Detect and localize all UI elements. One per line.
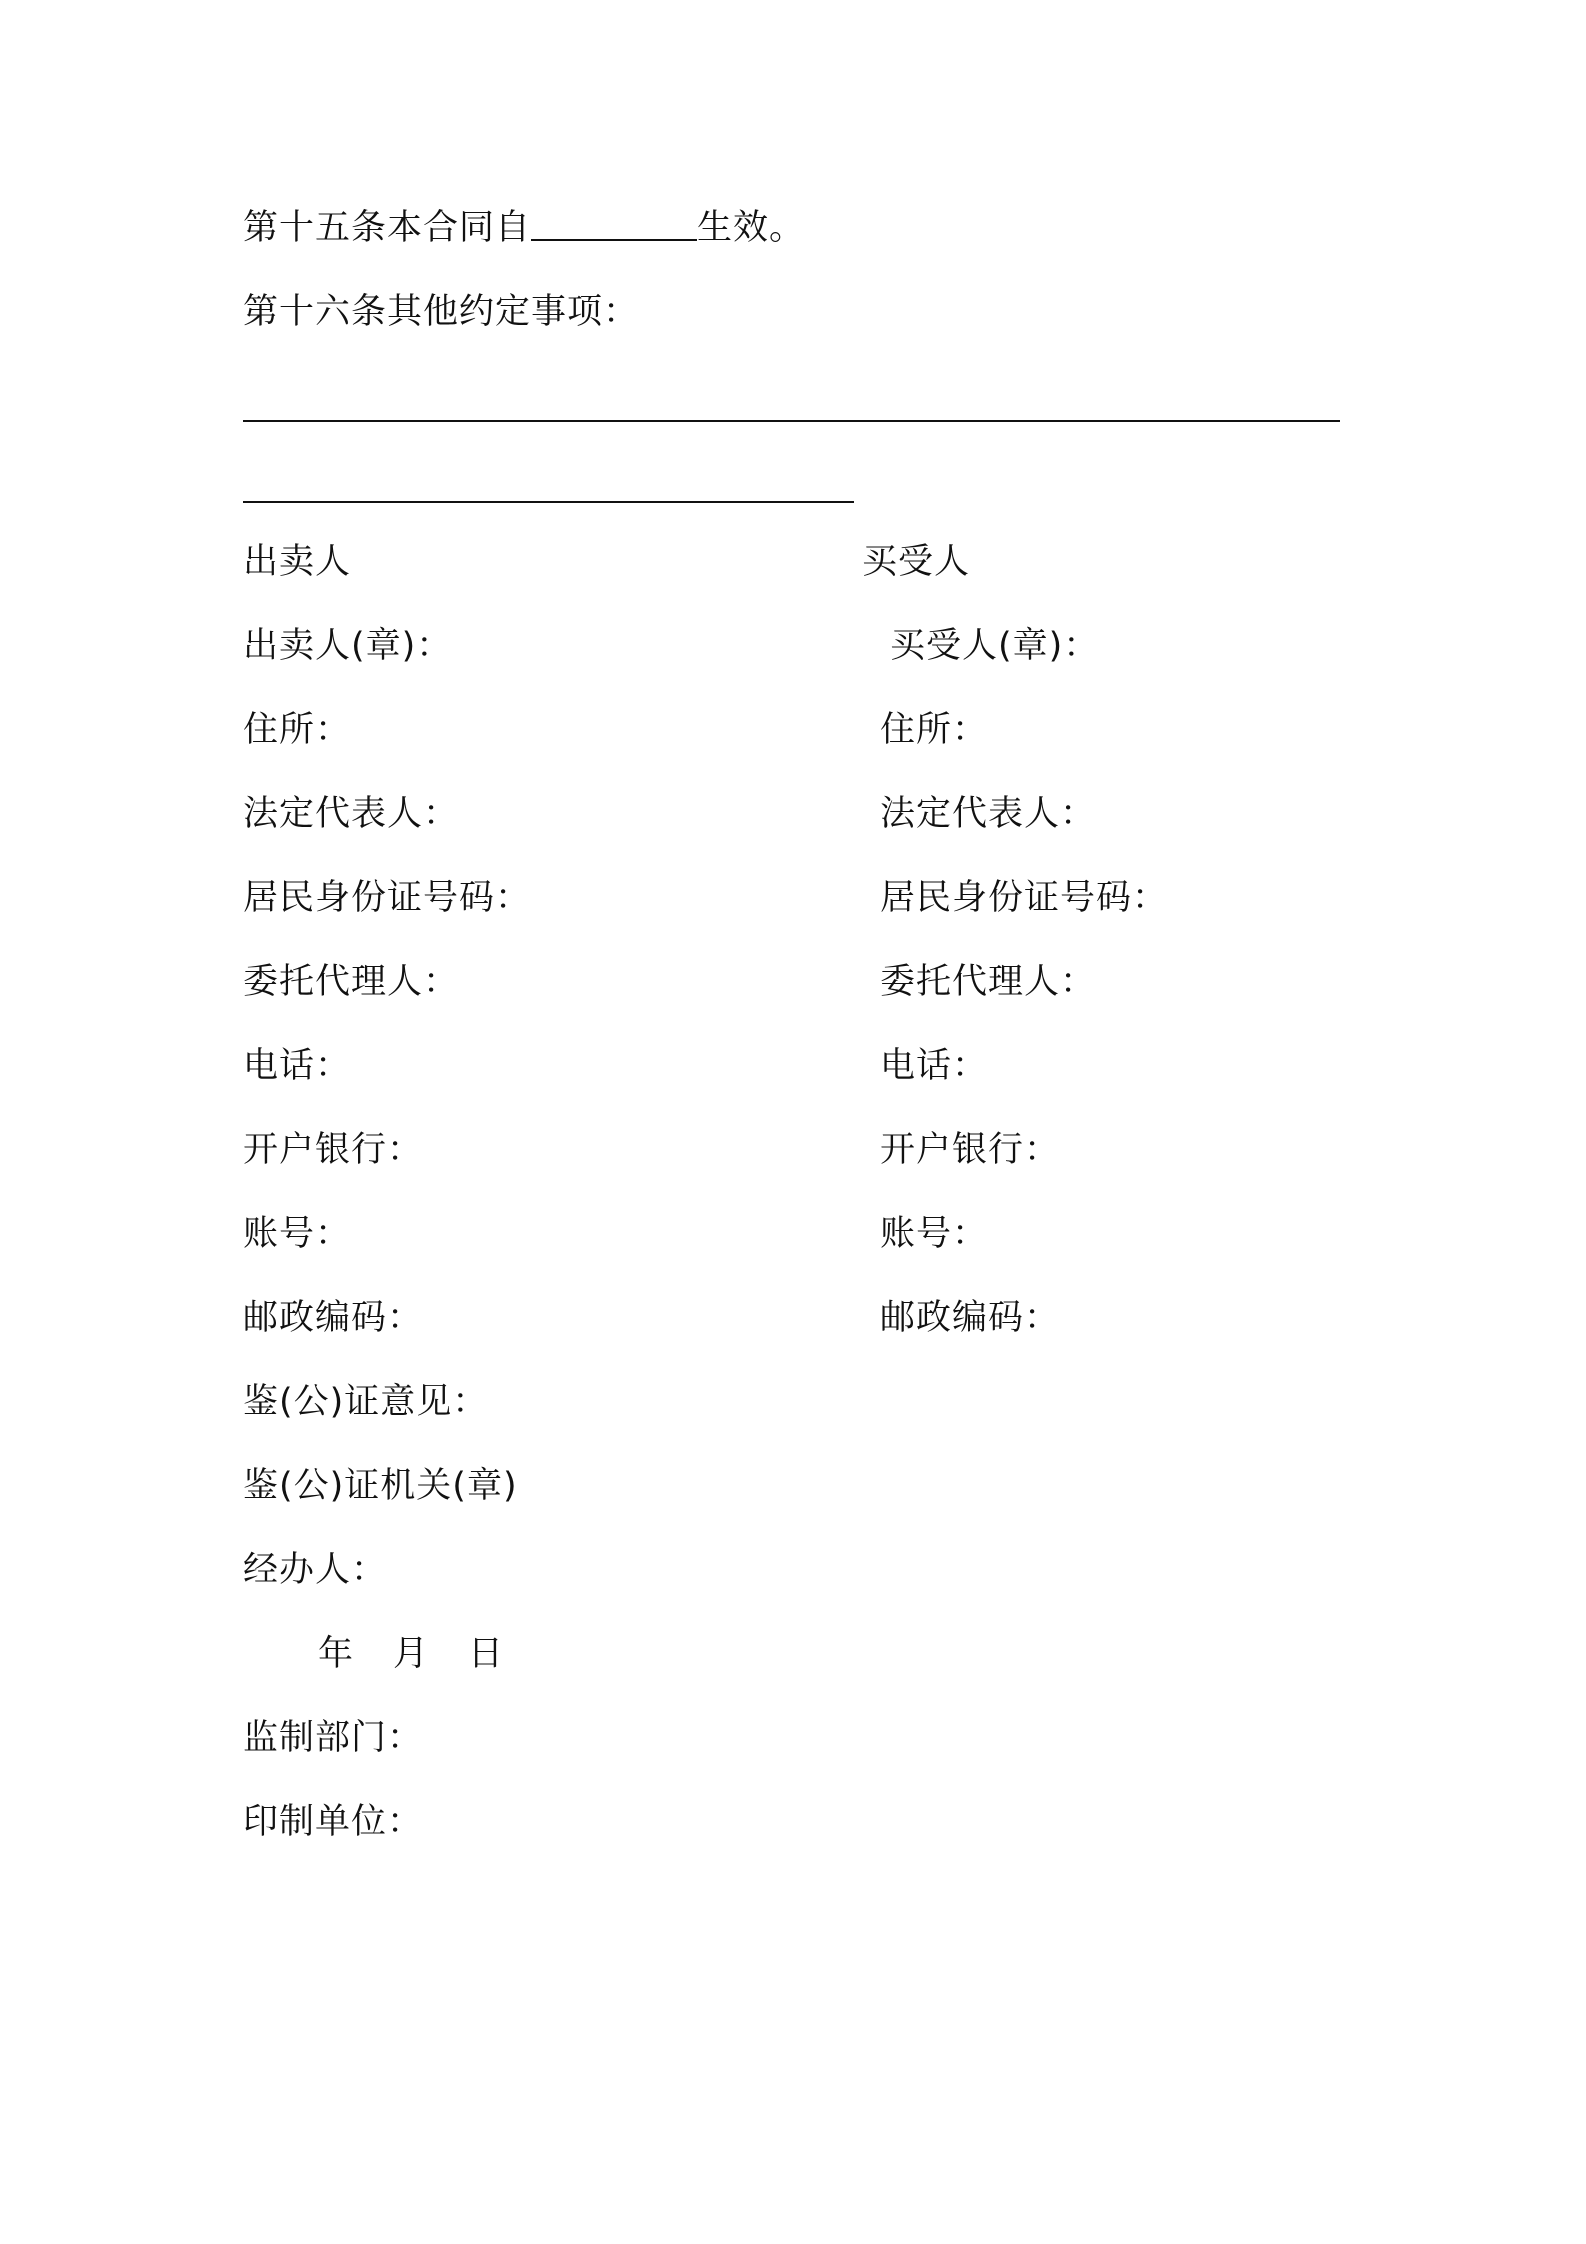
seller-phone-field: 电话：: [243, 1046, 352, 1086]
buyer-heading: 买受人: [862, 542, 971, 582]
buyer-bank-field: 开户银行：: [880, 1130, 1061, 1170]
seller-id-number-field: 居民身份证号码：: [243, 878, 532, 918]
date-year-label: 年: [318, 1634, 354, 1674]
printer-field: 印制单位：: [243, 1802, 424, 1842]
buyer-account-field: 账号：: [880, 1214, 989, 1254]
clause-15-prefix: 第十五条本合同自: [243, 208, 532, 248]
buyer-id-number-field: 居民身份证号码：: [880, 878, 1169, 918]
buyer-postcode-field: 邮政编码：: [880, 1298, 1061, 1338]
buyer-agent-field: 委托代理人：: [880, 962, 1097, 1002]
seller-legal-rep-field: 法定代表人：: [243, 794, 460, 834]
notary-office-field: 鉴(公)证机关(章): [243, 1466, 518, 1506]
date-month-label: 月: [393, 1634, 429, 1674]
notary-opinion-field: 鉴(公)证意见：: [243, 1382, 489, 1422]
effective-date-blank: [531, 209, 697, 241]
clause-15-suffix: 生效。: [697, 208, 806, 248]
clause-16: 第十六条其他约定事项：: [243, 292, 640, 332]
seller-seal-field: 出卖人(章)：: [243, 626, 453, 666]
seller-account-field: 账号：: [243, 1214, 352, 1254]
buyer-legal-rep-field: 法定代表人：: [880, 794, 1097, 834]
other-terms-blank-line-2: [243, 501, 854, 503]
buyer-phone-field: 电话：: [880, 1046, 989, 1086]
seller-agent-field: 委托代理人：: [243, 962, 460, 1002]
other-terms-blank-line-1: [243, 420, 1340, 422]
clause-15: [243, 206, 805, 250]
notary-handler-field: 经办人：: [243, 1550, 388, 1590]
date-day-label: 日: [468, 1634, 504, 1674]
supervisor-field: 监制部门：: [243, 1718, 424, 1758]
seller-postcode-field: 邮政编码：: [243, 1298, 424, 1338]
seller-address-field: 住所：: [243, 710, 352, 750]
buyer-seal-field: 买受人(章)：: [890, 626, 1100, 666]
buyer-address-field: 住所：: [880, 710, 989, 750]
seller-bank-field: 开户银行：: [243, 1130, 424, 1170]
seller-heading: 出卖人: [243, 542, 352, 582]
